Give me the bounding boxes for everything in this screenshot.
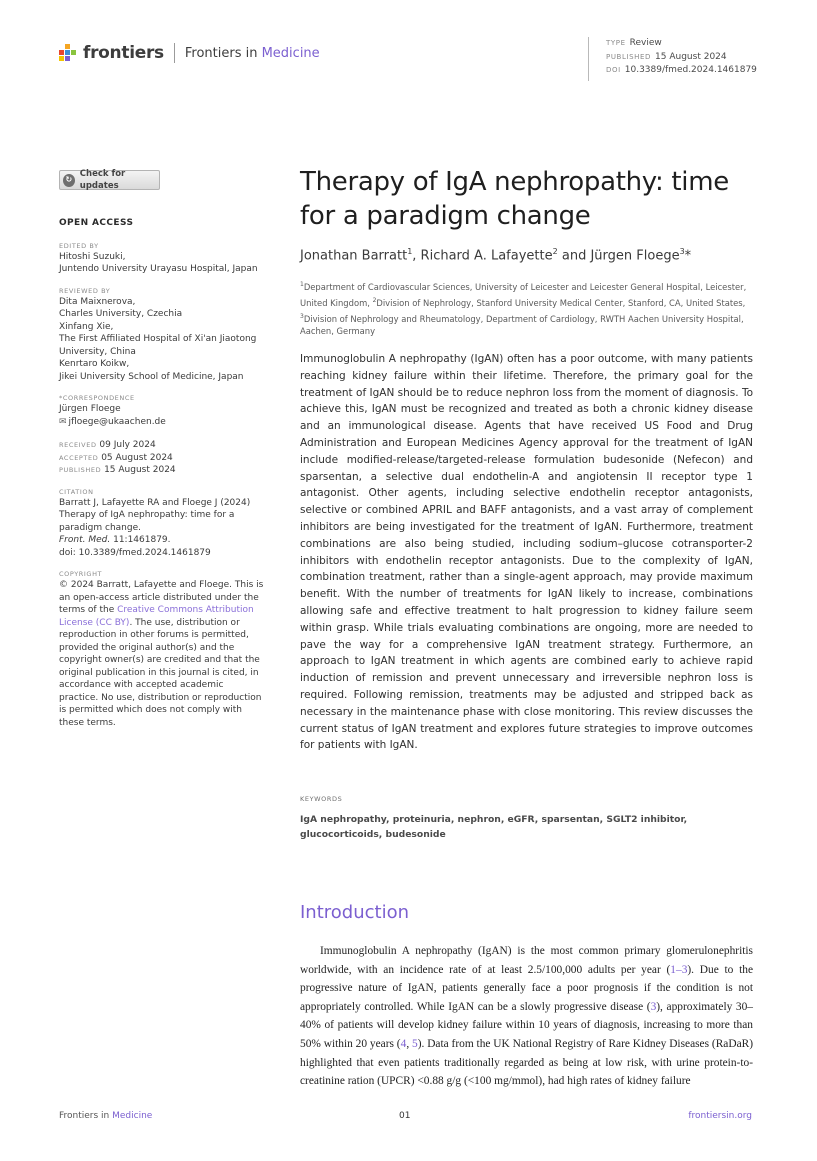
- correspondence-email[interactable]: jfloege@ukaachen.de: [68, 416, 166, 427]
- article-meta: [588, 37, 757, 81]
- article-title: Therapy of IgA nephropathy: time for a paradigm change: [300, 167, 729, 231]
- affiliation: Division of Nephrology and Rheumatology, Department of Cardiology, RWTH Aachen University Hospital, Aachen, Germany: [300, 313, 744, 337]
- keywords-label: KEYWORDS: [300, 795, 343, 803]
- published-date: 15 August 2024: [104, 465, 176, 475]
- introduction-paragraph: [300, 942, 753, 1091]
- reviewer-affiliation: Jikei University School of Medicine, Japan: [59, 371, 244, 382]
- author-sup: 1: [407, 247, 413, 256]
- editor-affiliation: Juntendo University Urayasu Hospital, Japan: [59, 264, 258, 274]
- open-access-label: OPEN ACCESS: [59, 218, 134, 228]
- meta-doi: [606, 64, 757, 78]
- reference-link[interactable]: 4: [400, 1037, 407, 1050]
- abstract: Immunoglobulin A nephropathy (IgAN) often has a poor outcome, with many patients reaching kidney failure within their lifetime. Therefore, the primary goal for the treatment of IgAN should be to reduce nephron loss from the moment of diagnosis. To achieve this, IgAN must be recognized and treated as both a chronic kidney disease and an immunological disease. Agents that have received US Food and Drug Administration and European Medicines Agency approval for the treatment of IgAN include modified-release/targeted-release formulation budesonide (Nefecon) and sparsentan, a selective dual endothelin-A and angiotensin II receptor type 1 antagonist. Other agents, including selective endothelin receptor antagonists, selective or combined APRIL and BAFF antagonists, and a vast array of complement inhibitors are being investigated for the treatment of IgAN. Furthermore, treatment combinations are also being studied, including sodium–glucose cotransporter-2 inhibitors with endothelin receptor antagonists. Due to the complexity of IgAN, combination treatment, rather than a single-agent approach, may provide maximum benefit. With the number of treatments for IgAN likely to increase, combinations allowing safe and effective treatment to halt progression to kidney failure seem within grasp. While trials evaluating combinations are ongoing, more are needed to pave the way for a comprehensive IgAN treatment strategy. Furthermore, an approach to IgAN treatment in which agents are combined early to achieve rapid induction of remission and prevent unnecessary and irreversible nephron loss is required. Following remission, treatments may be adjusted and stripped back as necessary in the maintenance phase with close monitoring. This review discusses the current status of IgAN treatment and explores future strategies to improve outcomes for patients with IgAN.: [300, 353, 753, 752]
- copyright-post: . The use, distribution or reproduction in other forums is permitted, provided the original author(s) and the copyright owner(s) are credited and that the original publication in this journal is cited, in accordance with accepted academic practice. No use, distribution or reproduction is permitted which does not comply with these terms.: [59, 617, 262, 728]
- affil-sup: 3: [300, 312, 304, 320]
- affiliations: [300, 278, 752, 338]
- accepted-row: [59, 452, 264, 465]
- published-row: [59, 464, 264, 477]
- cc-license-link[interactable]: Creative Commons Attribution License (CC BY): [59, 605, 254, 628]
- citation-doi[interactable]: doi: 10.3389/fmed.2024.1461879: [59, 547, 211, 558]
- affil-sup: 2: [372, 296, 377, 304]
- meta-published-label: PUBLISHED: [606, 52, 652, 61]
- frontiers-logo-icon: [59, 44, 77, 62]
- logo-divider: [174, 43, 175, 63]
- keywords: IgA nephropathy, proteinuria, nephron, eGFR, sparsentan, SGLT2 inhibitor, glucocorticoids, budesonide: [300, 814, 688, 840]
- received-label: RECEIVED: [59, 441, 97, 449]
- meta-doi-value[interactable]: 10.3389/fmed.2024.1461879: [624, 65, 757, 75]
- edited-by-label: EDITED BY: [59, 241, 99, 250]
- corresponding-mark: *: [684, 248, 692, 264]
- frontiers-logo[interactable]: [59, 41, 320, 65]
- reviewer-affiliation: Charles University, Czechia: [59, 309, 183, 319]
- author-sup: 3: [679, 247, 685, 256]
- author-name[interactable]: Jonathan Barratt: [300, 248, 408, 264]
- citation-text: Barratt J, Lafayette RA and Floege J (2024) Therapy of IgA nephropathy: time for a paradigm change.: [59, 497, 251, 533]
- received-row: [59, 439, 264, 452]
- footer-journal[interactable]: [59, 1111, 152, 1121]
- author-list: Jonathan Barratt$^1$, Richard A. Lafayette$^2$ and Jürgen Floege$^3$*: [300, 247, 692, 264]
- affil-sup: 1: [300, 281, 304, 288]
- accepted-date: 05 August 2024: [101, 452, 173, 463]
- meta-type: [606, 37, 757, 51]
- intro-text: ). Data from the UK National Registry of Rare Kidney Diseases (RaDaR) highlighted that even patients traditionally regarded as being at low risk, with urine protein-to-creatinine ration (UPCR) <0.88 g/g (<100 mg/mmol), had high rates of kidney failure: [300, 1037, 754, 1088]
- reviewer-name: Xinfang Xie,: [59, 321, 114, 332]
- intro-text: Immunoglobulin A nephropathy (IgAN) is the most common primary glomerulonephritis worldwide, with an incidence rate of at least 2.5/100,000 adults per year (: [300, 945, 753, 976]
- correspondence-label: *CORRESPONDENCE: [59, 394, 135, 402]
- author-sup: 2: [552, 247, 558, 256]
- sidebar: [59, 170, 264, 729]
- footer-journal-prefix: Frontiers in: [59, 1111, 113, 1121]
- editor-name: Hitoshi Suzuki,: [59, 251, 126, 262]
- footer-site-link[interactable]: frontiersin.org: [688, 1111, 752, 1121]
- meta-doi-label: DOI: [606, 66, 621, 74]
- intro-text: ). Due to the progressive nature of IgAN, patients generally face a poor prognosis if the condition is not appropriately controlled. While IgAN can be a slowly progressive disease (: [300, 963, 753, 1013]
- author-name[interactable]: Jürgen Floege: [590, 248, 680, 264]
- brand-name: frontiers: [83, 43, 164, 63]
- introduction-heading: Introduction: [300, 902, 410, 923]
- citation-journal: Front. Med.: [59, 535, 111, 545]
- copyright-text: [59, 579, 264, 729]
- reference-link[interactable]: 1–3: [670, 963, 688, 976]
- author-and: and: [561, 248, 587, 264]
- intro-text: ), approximately 30–40% of patients will develop kidney failure within 10 years of diagnosis, increasing to more than 50% within 20 years (: [300, 1000, 753, 1050]
- ref-separator: ,: [406, 1037, 413, 1050]
- correspondence-name: Jürgen Floege: [59, 404, 121, 414]
- check-updates-label: Check for updates: [79, 168, 126, 191]
- citation-journal-line: [59, 534, 264, 547]
- check-updates-icon: ↻: [63, 174, 75, 187]
- meta-type-value: Review: [629, 38, 662, 48]
- journal-prefix: Frontiers in: [184, 45, 262, 61]
- copyright-pre: © 2024 Barratt, Lafayette and Floege. This is an open-access article distributed under the terms of the: [59, 580, 264, 615]
- affiliation: Department of Cardiovascular Sciences, University of Leicester and Leicester General Hospital, Leicester, United Kingdom,: [300, 281, 747, 308]
- footer-journal-name: Medicine: [112, 1111, 153, 1121]
- copyright-label: COPYRIGHT: [59, 570, 103, 578]
- reviewer-affiliation: The First Affiliated Hospital of Xi'an Jiaotong University, China: [59, 334, 257, 357]
- reviewed-by-label: REVIEWED BY: [59, 286, 111, 295]
- affiliation: Division of Nephrology, Stanford University Medical Center, Stanford, CA, United States,: [376, 297, 746, 308]
- author-name[interactable]: Richard A. Lafayette: [420, 248, 553, 264]
- accepted-label: ACCEPTED: [59, 453, 99, 462]
- meta-type-label: TYPE: [606, 39, 626, 47]
- reference-link[interactable]: 5: [412, 1037, 418, 1050]
- dates-block: [59, 439, 264, 477]
- journal-name[interactable]: [185, 46, 320, 61]
- check-for-updates-button[interactable]: [59, 170, 160, 190]
- reference-link[interactable]: 3: [650, 1000, 657, 1013]
- reviewer-name: Dita Maixnerova,: [59, 296, 136, 307]
- meta-published-value: 15 August 2024: [655, 51, 727, 62]
- envelope-icon: ✉: [59, 416, 67, 427]
- published-label: PUBLISHED: [59, 466, 102, 474]
- correspondence-email-row[interactable]: [59, 416, 264, 429]
- reviewer-name: Kenrtaro Koikw,: [59, 359, 130, 369]
- citation-label: CITATION: [59, 487, 94, 496]
- citation-volume: 11:1461879.: [113, 535, 171, 545]
- meta-published: [606, 51, 757, 65]
- journal-title: Medicine: [261, 45, 320, 61]
- page-number: 01: [399, 1111, 411, 1121]
- received-date: 09 July 2024: [99, 440, 156, 450]
